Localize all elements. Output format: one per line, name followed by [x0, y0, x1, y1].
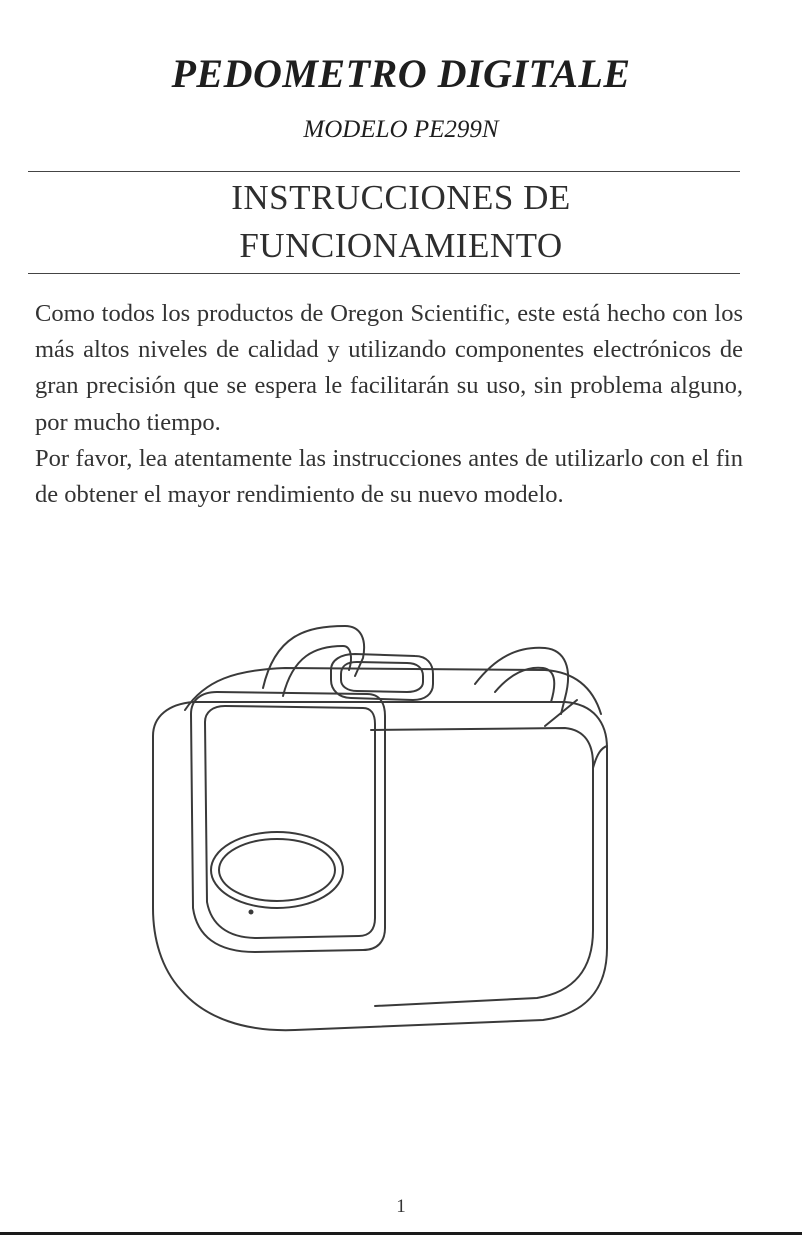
- model-subtitle: MODELO PE299N: [303, 116, 499, 143]
- intro-paragraph-1: Como todos los productos de Oregon Scientific, este está hecho con los más altos niveles de calidad y utilizando componentes electrónicos de gran precisión que se espera le facilitarán su uso, sin problema alguno, por mucho tiempo.: [35, 300, 743, 436]
- pedometer-device-icon: [145, 618, 615, 1038]
- page-number: 1: [396, 1196, 406, 1217]
- heading-line-2: FUNCIONAMIENTO: [239, 226, 563, 265]
- intro-text: [35, 296, 743, 513]
- section-heading: [0, 174, 802, 270]
- document-title: PEDOMETRO DIGITALE: [171, 51, 631, 96]
- bottom-divider: [28, 273, 740, 274]
- intro-paragraph-2: Por favor, lea atentamente las instrucciones antes de utilizarlo con el fin de obtener el mayor rendimiento de su nuevo modelo.: [35, 444, 743, 509]
- top-divider: [28, 171, 740, 172]
- heading-line-1: INSTRUCCIONES DE: [231, 178, 571, 217]
